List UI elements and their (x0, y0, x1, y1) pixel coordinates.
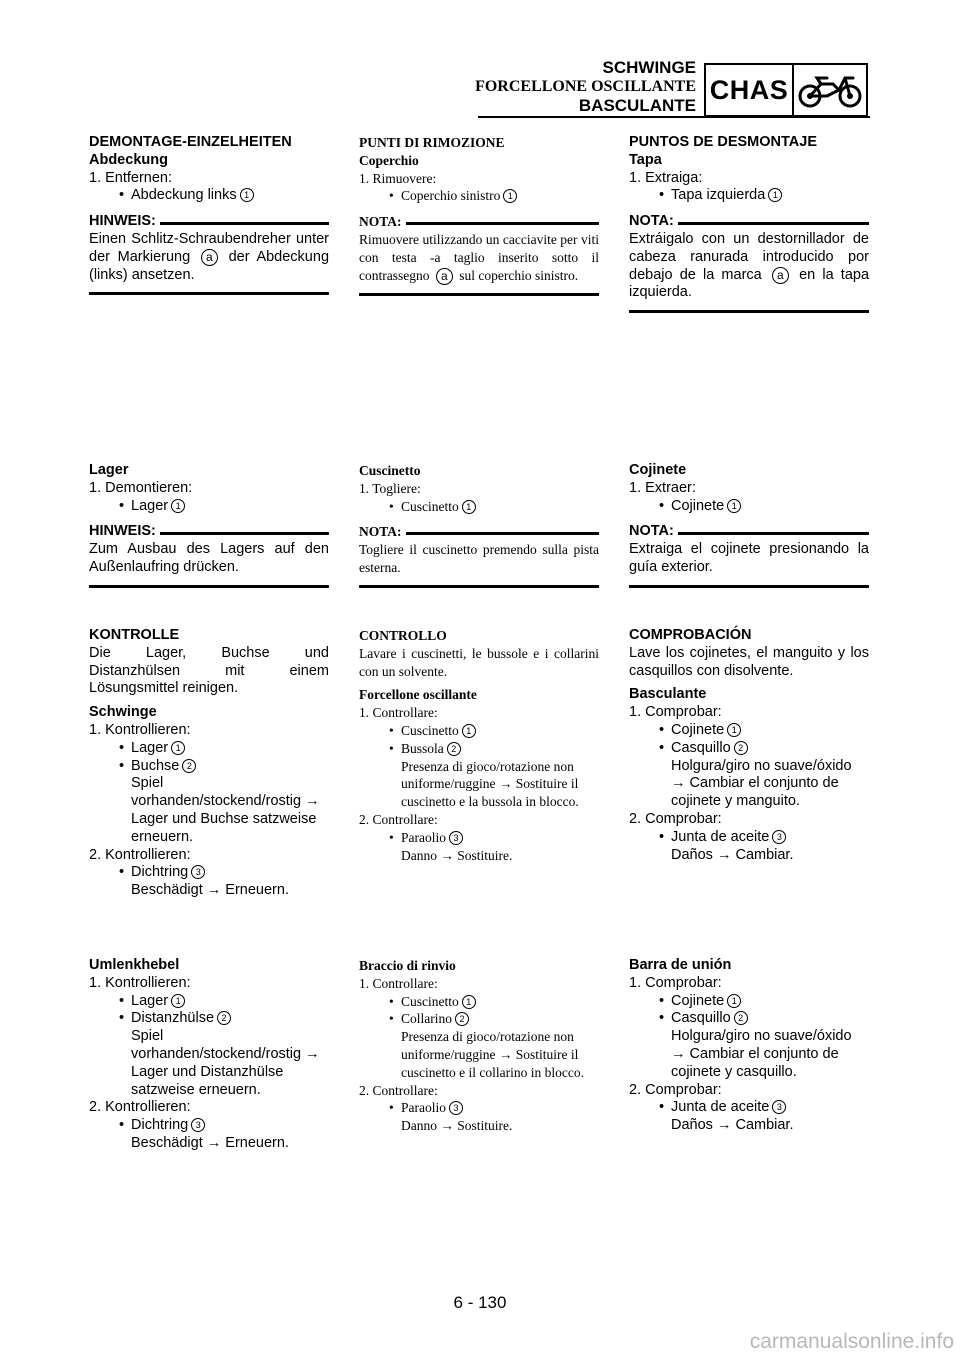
note-header: NOTA: (629, 213, 869, 231)
bullet-item: • Cuscinetto 1 (359, 498, 599, 516)
step: 2. Comprobar: (629, 810, 722, 827)
detail-text: Danno → Sostituire. (401, 847, 513, 863)
note-header: HINWEIS: (89, 523, 329, 541)
subheading: Abdeckung (89, 151, 168, 168)
it-inspection-relay-arm (359, 957, 599, 1135)
note-header: NOTA: (359, 523, 599, 541)
subheading: Forcellone oscillante (359, 687, 477, 703)
subheading: Lager (89, 462, 129, 478)
section-heading: CONTROLLO (359, 628, 447, 643)
step: 1. Extraiga: (629, 169, 703, 186)
section-heading: COMPROBACIÓN (629, 627, 752, 643)
detail-text: Holgura/giro no suave/óxido → Cambiar el conjunto de cojinete y manguito. (671, 757, 852, 810)
step: 1. Controllare: (359, 975, 438, 991)
subheading: Coperchio (359, 152, 419, 168)
note-text: Extraiga el cojinete presionando la guía exterior. (629, 541, 869, 575)
mark-a: a (201, 249, 218, 266)
note-end-rule (629, 310, 869, 313)
bullet-item: • Junta de aceite 3 (629, 829, 869, 847)
bullet-item: • Paraolio 3 (359, 1099, 599, 1117)
detail-text: Danno → Sostituire. (401, 1118, 513, 1134)
detail-text: Presenza di gioco/rotazione non uniforme/ruggine → Sostituire il cuscinetto e il collarino in blocco. (401, 1029, 584, 1080)
bullet-item: • Distanzhülse 2 (89, 1010, 329, 1028)
es-inspection-relay-arm (629, 957, 869, 1135)
subheading: Umlenkhebel (89, 957, 180, 973)
it-inspection-swingarm (359, 627, 599, 864)
bullet-item: • Cojinete 1 (629, 498, 869, 516)
step: 1. Togliere: (359, 480, 421, 496)
step: 1. Extraer: (629, 479, 696, 496)
bullet-item: • Lager 1 (89, 993, 329, 1011)
bullet-item: • Collarino 2 (359, 1010, 599, 1028)
bullet-item: • Casquillo 2 (629, 1010, 869, 1028)
es-removal-bearing (629, 462, 869, 588)
de-removal-bearing (89, 462, 329, 588)
de-removal-cover (89, 134, 329, 295)
title-es: BASCULANTE (578, 96, 696, 115)
step: 1. Kontrollieren: (89, 974, 191, 991)
note-text: Zum Ausbau des Lagers auf den Außenlaufring drücken. (89, 541, 329, 575)
watermark: carmanualsonline.info (749, 1330, 954, 1353)
bullet-item: • Junta de aceite 3 (629, 1099, 869, 1117)
detail-text: Holgura/giro no suave/óxido → Cambiar el conjunto de cojinete y casquillo. (671, 1028, 852, 1080)
bullet-item: • Tapa izquierda 1 (629, 187, 869, 205)
detail-text: Daños → Cambiar. (671, 846, 794, 863)
step: 1. Comprobar: (629, 974, 722, 991)
es-removal-cover (629, 134, 869, 313)
step: 1. Entfernen: (89, 169, 173, 186)
de-inspection-swingarm (89, 627, 329, 900)
bullet-item: • Cojinete 1 (629, 993, 869, 1011)
mark-a: a (436, 268, 453, 285)
es-inspection-swingarm (629, 627, 869, 864)
bullet-item: • Cuscinetto 1 (359, 722, 599, 740)
mark-a: a (772, 267, 789, 284)
bullet-item: • Abdeckung links 1 (89, 187, 329, 205)
section-heading: DEMONTAGE-EINZELHEITEN (89, 134, 292, 150)
title-de: SCHWINGE (602, 58, 696, 77)
it-removal-bearing (359, 462, 599, 588)
detail-text: Spiel vorhanden/stockend/rostig → Lager und Distanzhülse satzweise erneuern. (131, 1028, 320, 1098)
bullet-item: • Casquillo 2 (629, 740, 869, 758)
bullet-item: • Buchse 2 (89, 758, 329, 776)
section-heading: PUNTOS DE DESMONTAJE (629, 134, 817, 150)
step: 2. Kontrollieren: (89, 846, 191, 863)
badge-label: CHAS (706, 65, 794, 115)
subheading: Barra de unión (629, 957, 732, 973)
note-header: HINWEIS: (89, 213, 329, 231)
detail-text: Beschädigt → Erneuern. (131, 882, 289, 899)
step: 1. Controllare: (359, 705, 438, 721)
step: 1. Kontrollieren: (89, 721, 191, 738)
subheading: Schwinge (89, 704, 157, 721)
note-end-rule (359, 585, 599, 588)
note-text: Togliere il cuscinetto premendo sulla pista esterna. (359, 542, 599, 575)
bullet-item: • Paraolio 3 (359, 829, 599, 847)
subheading: Cuscinetto (359, 463, 421, 478)
bullet-item: • Lager 1 (89, 498, 329, 516)
bullet-item: • Coperchio sinistro 1 (359, 187, 599, 205)
step: 2. Kontrollieren: (89, 1099, 191, 1116)
detail-text: Spiel vorhanden/stockend/rostig → Lager und Buchse satzweise erneuern. (131, 775, 320, 845)
step: 1. Comprobar: (629, 704, 722, 721)
header-titles (475, 58, 696, 115)
intro-text: Die Lager, Buchse und Distanzhülsen mit einem Lösungsmittel reinigen. (89, 644, 329, 697)
bullet-item: • Dichtring 3 (89, 1117, 329, 1135)
note-text: Rimuovere utilizzando un cacciavite per viti con testa -a taglio inserito sotto il contrassegno a sul coperchio sinistro. (359, 231, 599, 283)
detail-text: Daños → Cambiar. (671, 1117, 794, 1134)
section-heading: PUNTI DI RIMOZIONE (359, 135, 505, 150)
note-text: Einen Schlitz-Schraubendreher unter der Markierung a der Abdeckung (links) ansetzen. (89, 230, 330, 283)
bullet-item: • Cojinete 1 (629, 722, 869, 740)
intro-text: Lavare i cuscinetti, le bussole e i collarini con un solvente. (359, 645, 599, 679)
note-header: NOTA: (629, 523, 869, 541)
detail-text: Presenza di gioco/rotazione non uniforme/ruggine → Sostituire il cuscinetto e la bussola in blocco. (401, 758, 579, 810)
step: 1. Demontieren: (89, 479, 193, 496)
subheading: Cojinete (629, 462, 687, 478)
detail-text: Beschädigt → Erneuern. (131, 1134, 289, 1151)
step: 2. Controllare: (359, 811, 438, 827)
note-end-rule (359, 293, 599, 296)
note-end-rule (89, 585, 329, 588)
section-heading: KONTROLLE (89, 627, 180, 643)
section-badge (704, 63, 868, 117)
bullet-item: • Bussola 2 (359, 740, 599, 758)
note-end-rule (89, 292, 329, 295)
note-header: NOTA: (359, 213, 599, 231)
bullet-item: • Cuscinetto 1 (359, 993, 599, 1011)
de-inspection-relay-arm (89, 957, 329, 1153)
intro-text: Lave los cojinetes, el manguito y los casquillos con disolvente. (629, 644, 869, 679)
step: 1. Rimuovere: (359, 170, 437, 186)
it-removal-cover (359, 134, 599, 296)
bullet-item: • Lager 1 (89, 740, 329, 758)
motorcycle-icon (794, 65, 866, 115)
subheading: Basculante (629, 686, 707, 703)
subheading: Braccio di rinvio (359, 958, 456, 973)
bullet-item: • Dichtring 3 (89, 864, 329, 882)
subheading: Tapa (629, 151, 662, 168)
title-it: FORCELLONE OSCILLANTE (475, 78, 696, 95)
step: 2. Controllare: (359, 1082, 438, 1098)
note-end-rule (629, 585, 869, 588)
note-text: Extráigalo con un destornillador de cabeza ranurada introducido por debajo de la marca a en la tapa izquierda. (629, 230, 870, 301)
page-number: 6 - 130 (453, 1293, 507, 1312)
step: 2. Comprobar: (629, 1081, 722, 1098)
